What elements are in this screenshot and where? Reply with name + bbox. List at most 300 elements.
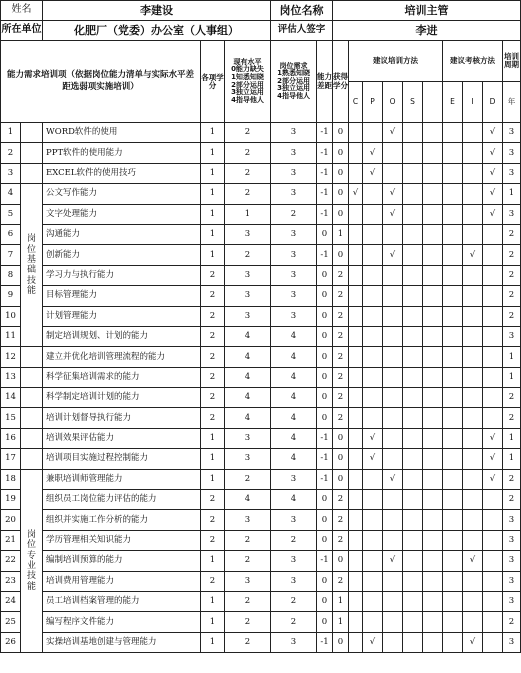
assess-check-cell (483, 591, 503, 611)
assess-check-cell (483, 490, 503, 510)
current-level-cell: 2 (225, 632, 271, 652)
method-check-cell (363, 184, 383, 204)
unit-label: 所在单位 (1, 21, 43, 41)
assess-check-cell (483, 408, 503, 428)
required-level-cell: 3 (271, 632, 317, 652)
required-level-cell: 3 (271, 245, 317, 265)
method-extra-cell (423, 204, 443, 224)
method-check-cell (363, 510, 383, 530)
method-extra-cell (423, 591, 443, 611)
method-check-cell (383, 490, 403, 510)
group-label: 岗位专业技能 (21, 469, 43, 653)
required-level-cell: 3 (271, 143, 317, 163)
cycle-cell: 3 (503, 143, 521, 163)
current-level-cell: 2 (225, 184, 271, 204)
required-level-cell: 3 (271, 224, 317, 244)
method-check-cell (363, 612, 383, 632)
training-item: 建立并优化培训管理流程的能力 (43, 347, 201, 367)
assess-check-cell (483, 306, 503, 326)
method-check-cell (363, 490, 383, 510)
training-item: 实操培训基地创建与管理能力 (43, 632, 201, 652)
cycle-cell: 2 (503, 245, 521, 265)
method-check-cell (363, 571, 383, 591)
method-check-cell (403, 326, 423, 346)
earned-credit-cell: 1 (333, 224, 349, 244)
method-check-cell (349, 388, 363, 408)
method-check-cell (403, 428, 423, 448)
assess-check-cell (443, 490, 463, 510)
gap-cell: -1 (317, 551, 333, 571)
method-extra-cell (423, 245, 443, 265)
assess-check-cell (463, 163, 483, 183)
cycle-cell: 3 (503, 551, 521, 571)
method-extra-cell (423, 551, 443, 571)
method-check-cell: √ (383, 469, 403, 489)
required-level-cell: 3 (271, 510, 317, 530)
table-row (1, 367, 521, 387)
earned-credit-cell: 0 (333, 204, 349, 224)
credit-cell: 2 (201, 490, 225, 510)
assess-check-cell (483, 286, 503, 306)
cycle-cell: 3 (503, 123, 521, 143)
current-level-cell: 2 (225, 143, 271, 163)
assess-check-cell (443, 632, 463, 652)
credit-cell: 2 (201, 388, 225, 408)
method-check-cell: √ (383, 184, 403, 204)
table-row (1, 265, 521, 285)
gap-cell: -1 (317, 245, 333, 265)
method-check-cell (403, 388, 423, 408)
earned-credit-cell: 0 (333, 428, 349, 448)
method-extra-cell (423, 184, 443, 204)
cycle-cell: 2 (503, 388, 521, 408)
assess-check-cell (463, 123, 483, 143)
credit-cell: 2 (201, 530, 225, 550)
current-level-cell: 3 (225, 224, 271, 244)
assess-check-cell (443, 347, 463, 367)
method-check-cell: √ (349, 184, 363, 204)
group-cell (21, 163, 43, 183)
method-check-cell (403, 591, 423, 611)
cycle-cell: 2 (503, 306, 521, 326)
assess-check-cell (443, 469, 463, 489)
required-level-cell: 3 (271, 123, 317, 143)
row-number: 25 (1, 612, 21, 632)
required-level-cell: 3 (271, 571, 317, 591)
assess-check-cell (463, 306, 483, 326)
method-extra-cell (423, 510, 443, 530)
method-check-cell (349, 265, 363, 285)
gap-cell: 0 (317, 571, 333, 591)
method-check-cell (349, 530, 363, 550)
method-check-cell (383, 428, 403, 448)
gap-cell: 0 (317, 286, 333, 306)
method-check-cell (383, 306, 403, 326)
current-level-cell: 4 (225, 408, 271, 428)
assess-check-cell (443, 326, 463, 346)
method-check-cell (403, 612, 423, 632)
gap-cell: 0 (317, 265, 333, 285)
table-row (1, 326, 521, 346)
cycle-cell: 3 (503, 571, 521, 591)
assess-check-cell (483, 224, 503, 244)
row-number: 16 (1, 428, 21, 448)
method-check-cell (363, 591, 383, 611)
method-check-cell (363, 367, 383, 387)
table-row (1, 632, 521, 652)
required-level-header: 岗位需求 1熟悉知晓 2部分运用 3独立运用 4指导他人 (271, 41, 317, 123)
method-check-cell (403, 571, 423, 591)
gap-cell: 0 (317, 530, 333, 550)
current-level-cell: 1 (225, 204, 271, 224)
method-check-cell (363, 306, 383, 326)
row-number: 5 (1, 204, 21, 224)
row-number: 15 (1, 408, 21, 428)
group-cell (21, 388, 43, 408)
gap-cell: 0 (317, 306, 333, 326)
training-item: 组织并实施工作分析的能力 (43, 510, 201, 530)
training-item: 组织员工岗位能力评估的能力 (43, 490, 201, 510)
cycle-cell: 2 (503, 612, 521, 632)
method-check-cell (349, 551, 363, 571)
gap-cell: -1 (317, 143, 333, 163)
table-row (1, 591, 521, 611)
method-extra-cell (423, 123, 443, 143)
method-check-cell (349, 326, 363, 346)
required-level-cell: 4 (271, 428, 317, 448)
row-number: 19 (1, 490, 21, 510)
assess-check-cell (463, 388, 483, 408)
earned-credit-cell: 2 (333, 571, 349, 591)
current-level-cell: 3 (225, 265, 271, 285)
method-extra-cell (423, 224, 443, 244)
training-item: 培训计划督导执行能力 (43, 408, 201, 428)
training-item: 沟通能力 (43, 224, 201, 244)
earned-credit-cell: 0 (333, 245, 349, 265)
earned-credit-cell: 2 (333, 306, 349, 326)
method-check-cell (363, 530, 383, 550)
table-row (1, 449, 521, 469)
method-check-cell: √ (383, 123, 403, 143)
row-number: 22 (1, 551, 21, 571)
training-item: 培训费用管理能力 (43, 571, 201, 591)
required-level-cell: 2 (271, 591, 317, 611)
methods-header: 建议培训方法 (349, 41, 443, 82)
method-check-cell (349, 224, 363, 244)
method-check-cell (383, 347, 403, 367)
method-check-cell (363, 286, 383, 306)
training-item-header: 能力需求培训项（依据岗位能力清单与实际水平差距选弱项实施培训） (1, 41, 201, 123)
assess-check-cell (443, 184, 463, 204)
credit-cell: 1 (201, 224, 225, 244)
table-row (1, 428, 521, 448)
row-number: 2 (1, 143, 21, 163)
credit-cell: 1 (201, 428, 225, 448)
method-extra-cell (423, 449, 443, 469)
group-cell (21, 123, 43, 143)
method-check-cell (363, 224, 383, 244)
method-check-cell (349, 143, 363, 163)
current-level-cell: 2 (225, 163, 271, 183)
assess-col-e: E (443, 82, 463, 123)
earned-credit-cell: 2 (333, 490, 349, 510)
assess-check-cell (463, 510, 483, 530)
method-check-cell (349, 449, 363, 469)
group-cell (21, 408, 43, 428)
table-row (1, 347, 521, 367)
assess-check-cell (443, 530, 463, 550)
credit-cell: 1 (201, 551, 225, 571)
credit-cell: 1 (201, 204, 225, 224)
training-item: 公文写作能力 (43, 184, 201, 204)
required-level-cell: 2 (271, 530, 317, 550)
method-check-cell (349, 408, 363, 428)
table-row (1, 388, 521, 408)
earned-credit-cell: 2 (333, 510, 349, 530)
credit-cell: 1 (201, 123, 225, 143)
current-level-cell: 4 (225, 388, 271, 408)
cycle-cell: 3 (503, 632, 521, 652)
assess-check-cell (463, 612, 483, 632)
method-check-cell (383, 408, 403, 428)
table-row (1, 490, 521, 510)
row-number: 20 (1, 510, 21, 530)
method-extra-cell (423, 326, 443, 346)
table-row (1, 551, 521, 571)
method-extra-cell (423, 632, 443, 652)
table-row (1, 204, 521, 224)
method-check-cell (403, 224, 423, 244)
method-check-cell (403, 245, 423, 265)
assess-check-cell (463, 490, 483, 510)
row-number: 21 (1, 530, 21, 550)
method-check-cell (349, 367, 363, 387)
current-level-header: 现有水平 0能力缺失 1知悉知晓 2部分运用 3独立运用 4指导他人 (225, 41, 271, 123)
row-number: 12 (1, 347, 21, 367)
method-check-cell (349, 571, 363, 591)
assess-check-cell (443, 204, 463, 224)
method-check-cell (403, 143, 423, 163)
required-level-cell: 3 (271, 265, 317, 285)
training-item: 目标管理能力 (43, 286, 201, 306)
earned-credit-cell: 2 (333, 388, 349, 408)
method-extra-cell (423, 265, 443, 285)
table-row (1, 408, 521, 428)
table-row (1, 123, 521, 143)
assess-check-cell (483, 367, 503, 387)
current-level-cell: 2 (225, 245, 271, 265)
method-check-cell: √ (363, 632, 383, 652)
gap-cell: 0 (317, 347, 333, 367)
row-number: 4 (1, 184, 21, 204)
method-check-cell (349, 591, 363, 611)
method-extra-cell (423, 612, 443, 632)
assess-check-cell (483, 632, 503, 652)
table-row (1, 612, 521, 632)
method-check-cell (383, 367, 403, 387)
required-level-cell: 3 (271, 163, 317, 183)
current-level-cell: 3 (225, 286, 271, 306)
assess-check-cell (463, 143, 483, 163)
credit-cell: 1 (201, 449, 225, 469)
earned-credit-cell: 2 (333, 265, 349, 285)
assess-check-cell (443, 591, 463, 611)
earned-credit-cell: 0 (333, 123, 349, 143)
method-col-c: C (349, 82, 363, 123)
name-label: 姓名 (1, 1, 43, 21)
name-value: 李建设 (43, 1, 271, 21)
earned-credit-cell: 1 (333, 612, 349, 632)
method-col-s: S (403, 82, 423, 123)
gap-cell: -1 (317, 632, 333, 652)
assess-check-cell (463, 224, 483, 244)
method-extra-cell (423, 143, 443, 163)
earned-credit-cell: 0 (333, 469, 349, 489)
table-row (1, 245, 521, 265)
method-check-cell (403, 449, 423, 469)
method-check-cell (349, 123, 363, 143)
assess-check-cell (483, 571, 503, 591)
table-row (1, 163, 521, 183)
row-number: 11 (1, 326, 21, 346)
training-item: 文字处理能力 (43, 204, 201, 224)
method-extra-cell (423, 306, 443, 326)
method-extra-cell (423, 469, 443, 489)
training-item: 学习力与执行能力 (43, 265, 201, 285)
method-check-cell (363, 123, 383, 143)
current-level-cell: 2 (225, 612, 271, 632)
cycle-cell: 1 (503, 449, 521, 469)
method-check-cell (383, 326, 403, 346)
assess-check-cell (443, 571, 463, 591)
earned-credit-cell: 2 (333, 347, 349, 367)
earned-credit-cell: 2 (333, 408, 349, 428)
credit-cell: 2 (201, 571, 225, 591)
row-number: 13 (1, 367, 21, 387)
method-extra-cell (423, 163, 443, 183)
earned-credit-cell: 1 (333, 591, 349, 611)
method-check-cell (383, 224, 403, 244)
assessor-label: 评估人签字 (271, 21, 333, 41)
row-number: 18 (1, 469, 21, 489)
required-level-cell: 4 (271, 449, 317, 469)
gap-cell: -1 (317, 428, 333, 448)
assess-check-cell (463, 408, 483, 428)
credit-cell: 2 (201, 510, 225, 530)
row-number: 10 (1, 306, 21, 326)
assess-check-cell (463, 469, 483, 489)
gap-cell: 0 (317, 388, 333, 408)
assess-check-cell: √ (463, 245, 483, 265)
method-check-cell (383, 143, 403, 163)
method-check-cell: √ (363, 143, 383, 163)
current-level-cell: 2 (225, 591, 271, 611)
assess-check-cell (463, 428, 483, 448)
method-check-cell (349, 632, 363, 652)
required-level-cell: 4 (271, 408, 317, 428)
training-item: 制定培训规划、计划的能力 (43, 326, 201, 346)
earned-credit-cell: 0 (333, 449, 349, 469)
assess-check-cell (463, 265, 483, 285)
earned-credit-cell: 0 (333, 551, 349, 571)
required-level-cell: 4 (271, 388, 317, 408)
training-item: PPT软件的使用能力 (43, 143, 201, 163)
earned-credit-cell: 2 (333, 530, 349, 550)
assess-check-cell (463, 286, 483, 306)
assess-header: 建议考核方法 (443, 41, 503, 82)
cycle-cell: 2 (503, 265, 521, 285)
assess-check-cell: √ (483, 204, 503, 224)
required-level-cell: 3 (271, 306, 317, 326)
assess-col-d: D (483, 82, 503, 123)
required-level-cell: 4 (271, 347, 317, 367)
assess-check-cell (483, 326, 503, 346)
assess-check-cell (463, 449, 483, 469)
cycle-cell: 3 (503, 163, 521, 183)
gap-cell: 0 (317, 510, 333, 530)
required-level-cell: 2 (271, 204, 317, 224)
assess-check-cell (443, 286, 463, 306)
required-level-cell: 3 (271, 469, 317, 489)
cycle-cell: 3 (503, 530, 521, 550)
assess-check-cell: √ (483, 184, 503, 204)
credit-cell: 1 (201, 245, 225, 265)
current-level-cell: 4 (225, 490, 271, 510)
assessor-value: 李进 (333, 21, 521, 41)
current-level-cell: 2 (225, 469, 271, 489)
method-check-cell (403, 347, 423, 367)
method-check-cell (403, 306, 423, 326)
method-check-cell (363, 551, 383, 571)
method-check-cell (383, 632, 403, 652)
training-item: 创新能力 (43, 245, 201, 265)
method-check-cell: √ (363, 428, 383, 448)
row-number: 24 (1, 591, 21, 611)
assess-check-cell (443, 143, 463, 163)
method-extra-cell (423, 347, 443, 367)
group-cell (21, 347, 43, 367)
method-check-cell (403, 530, 423, 550)
method-check-cell (403, 123, 423, 143)
credit-cell: 1 (201, 591, 225, 611)
credit-cell: 2 (201, 306, 225, 326)
method-extra-cell (423, 408, 443, 428)
method-check-cell (403, 265, 423, 285)
training-item: 培训效果评估能力 (43, 428, 201, 448)
method-check-cell (403, 469, 423, 489)
method-col-p: P (363, 82, 383, 123)
method-check-cell (349, 469, 363, 489)
assess-check-cell: √ (483, 143, 503, 163)
method-check-cell (363, 204, 383, 224)
earned-credits-header: 获得学分 (333, 41, 349, 123)
assess-check-cell (483, 388, 503, 408)
method-check-cell (383, 449, 403, 469)
method-check-cell (403, 408, 423, 428)
gap-cell: -1 (317, 204, 333, 224)
required-level-cell: 2 (271, 612, 317, 632)
assess-check-cell (483, 612, 503, 632)
method-check-cell (363, 347, 383, 367)
current-level-cell: 2 (225, 551, 271, 571)
row-number: 17 (1, 449, 21, 469)
earned-credit-cell: 0 (333, 143, 349, 163)
row-number: 7 (1, 245, 21, 265)
method-check-cell (349, 490, 363, 510)
cycle-cell: 3 (503, 510, 521, 530)
current-level-cell: 3 (225, 571, 271, 591)
method-check-cell (349, 306, 363, 326)
